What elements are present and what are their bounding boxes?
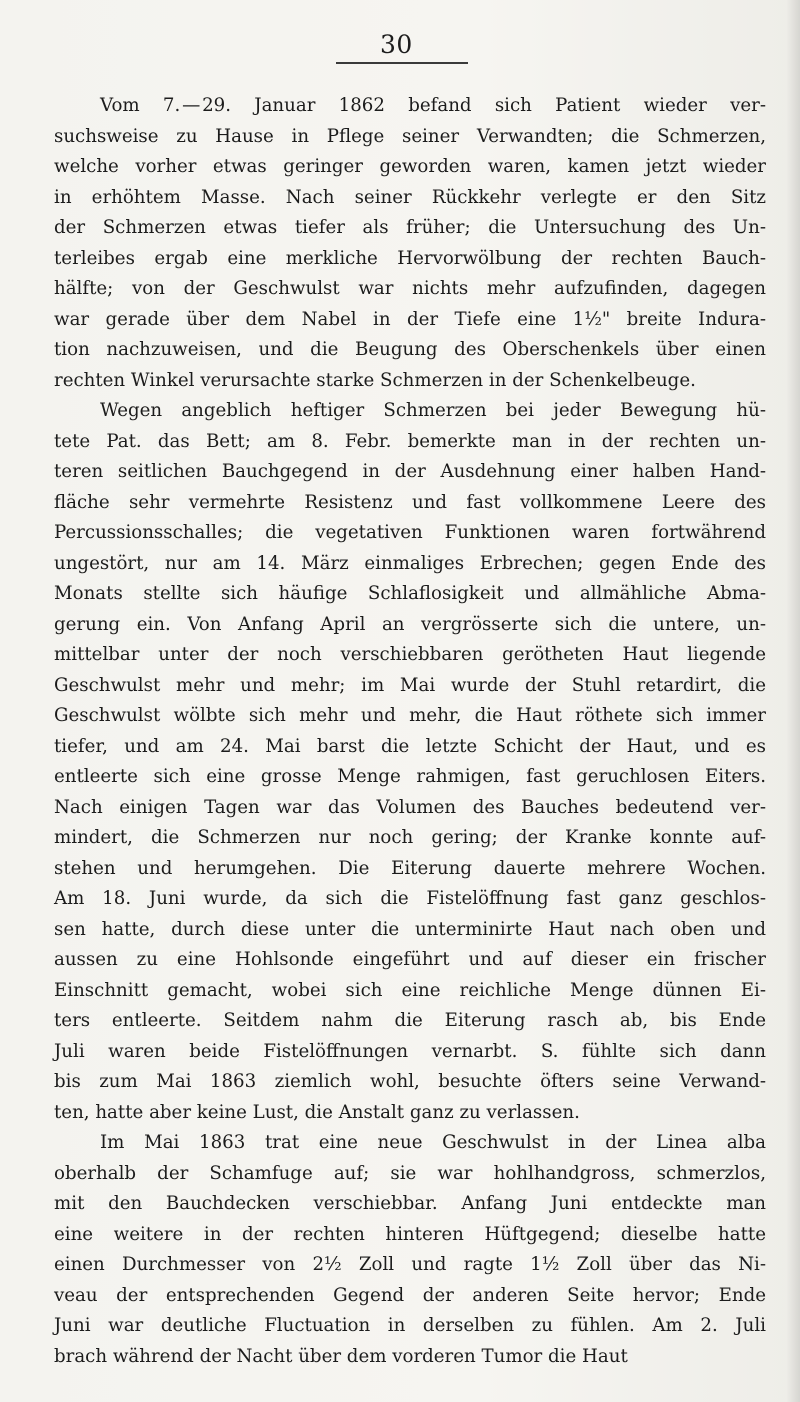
text-line: Juni war deutliche Fluctuation in derselben zu fühlen. Am 2. Juli	[54, 1315, 766, 1336]
text-line: ungestört, nur am 14. März einmaliges Erbrechen; gegen Ende des	[54, 552, 766, 574]
paragraph	[54, 91, 766, 396]
text-line: mindert, die Schmerzen nur noch gering; der Kranke konnte auf-	[54, 827, 766, 848]
text-line: Monats stellte sich häufige Schlaflosigkeit und allmähliche Abma-	[54, 583, 766, 604]
page-number: 30	[380, 30, 413, 59]
text-line: terleibes ergab eine merkliche Hervorwölbung der rechten Bauch-	[54, 247, 766, 269]
text-line: Im Mai 1863 trat eine neue Geschwulst in der Linea alba	[100, 1132, 766, 1153]
text-line: gerung ein. Von Anfang April an vergrösserte sich die untere, un-	[54, 613, 766, 635]
text-line: tion nachzuweisen, und die Beugung des Oberschenkels über einen	[54, 339, 766, 360]
text-line: rechten Winkel verursachte starke Schmerzen in der Schenkelbeuge.	[54, 369, 696, 391]
text-line: Geschwulst mehr und mehr; im Mai wurde der Stuhl retardirt, die	[54, 674, 766, 696]
text-line: oberhalb der Schamfuge auf; sie war hohlhandgross, schmerzlos,	[54, 1162, 766, 1184]
text-line: hälfte; von der Geschwulst war nichts mehr aufzufinden, dagegen	[54, 278, 766, 299]
text-line: Geschwulst wölbte sich mehr und mehr, die Haut röthete sich immer	[54, 705, 766, 726]
text-line: sen hatte, durch diese unter die unterminirte Haut nach oben und	[54, 918, 766, 940]
text-line: einen Durchmesser von 2½ Zoll und ragte 1½ Zoll über das Ni-	[54, 1254, 766, 1275]
text-line: tiefer, und am 24. Mai barst die letzte Schicht der Haut, und es	[54, 735, 766, 757]
text-line: Juli waren beide Fistelöffnungen vernarbt. S. fühlte sich dann	[54, 1040, 766, 1062]
text-line: Vom 7. — 29. Januar 1862 befand sich Patient wieder ver-	[100, 95, 766, 116]
paragraph	[54, 1128, 766, 1372]
text-line: aussen zu eine Hohlsonde eingeführt und auf dieser ein frischer	[54, 949, 766, 970]
text-line: Am 18. Juni wurde, da sich die Fistelöffnung fast ganz geschlos-	[54, 888, 766, 909]
text-line: welche vorher etwas geringer geworden waren, kamen jetzt wieder	[54, 156, 766, 177]
text-line: ters entleerte. Seitdem nahm die Eiterung rasch ab, bis Ende	[54, 1010, 766, 1031]
text-line: Nach einigen Tagen war das Volumen des Bauches bedeutend ver-	[54, 796, 766, 818]
text-line: mit den Bauchdecken verschiebbar. Anfang Juni entdeckte man	[54, 1193, 766, 1214]
page-edge-shadow	[786, 0, 800, 1402]
body-text	[54, 91, 766, 1372]
text-line: fläche sehr vermehrte Resistenz und fast vollkommene Leere des	[54, 491, 766, 513]
text-line: Percussionsschalles; die vegetativen Funktionen waren fortwährend	[54, 522, 766, 543]
text-line: bis zum Mai 1863 ziemlich wohl, besuchte öfters seine Verwand-	[54, 1071, 766, 1092]
text-line: entleerte sich eine grosse Menge rahmigen, fast geruchlosen Eiters.	[54, 766, 766, 787]
text-line: in erhöhtem Masse. Nach seiner Rückkehr verlegte er den Sitz	[54, 186, 766, 208]
text-line: stehen und herumgehen. Die Eiterung dauerte mehrere Wochen.	[54, 857, 766, 879]
text-line: eine weitere in der rechten hinteren Hüftgegend; dieselbe hatte	[54, 1223, 766, 1245]
text-line: Einschnitt gemacht, wobei sich eine reichliche Menge dünnen Ei-	[54, 979, 766, 1001]
text-line: der Schmerzen etwas tiefer als früher; die Untersuchung des Un-	[54, 217, 766, 238]
text-line: veau der entsprechenden Gegend der anderen Seite hervor; Ende	[54, 1284, 766, 1306]
text-line: tete Pat. das Bett; am 8. Febr. bemerkte man in der rechten un-	[54, 430, 766, 452]
paragraph	[54, 396, 766, 1128]
text-line: ten, hatte aber keine Lust, die Anstalt ganz zu verlassen.	[54, 1101, 580, 1123]
text-line: suchsweise zu Hause in Pflege seiner Verwandten; die Schmerzen,	[54, 125, 766, 147]
text-line: mittelbar unter der noch verschiebbaren gerötheten Haut liegende	[54, 644, 766, 665]
text-line: brach während der Nacht über dem vorderen Tumor die Haut	[54, 1345, 628, 1367]
text-line: war gerade über dem Nabel in der Tiefe eine 1½" breite Indura-	[54, 308, 766, 330]
header-rule	[336, 62, 468, 64]
text-line: Wegen angeblich heftiger Schmerzen bei jeder Bewegung hü-	[100, 400, 766, 421]
text-line: teren seitlichen Bauchgegend in der Ausdehnung einer halben Hand-	[54, 461, 766, 482]
